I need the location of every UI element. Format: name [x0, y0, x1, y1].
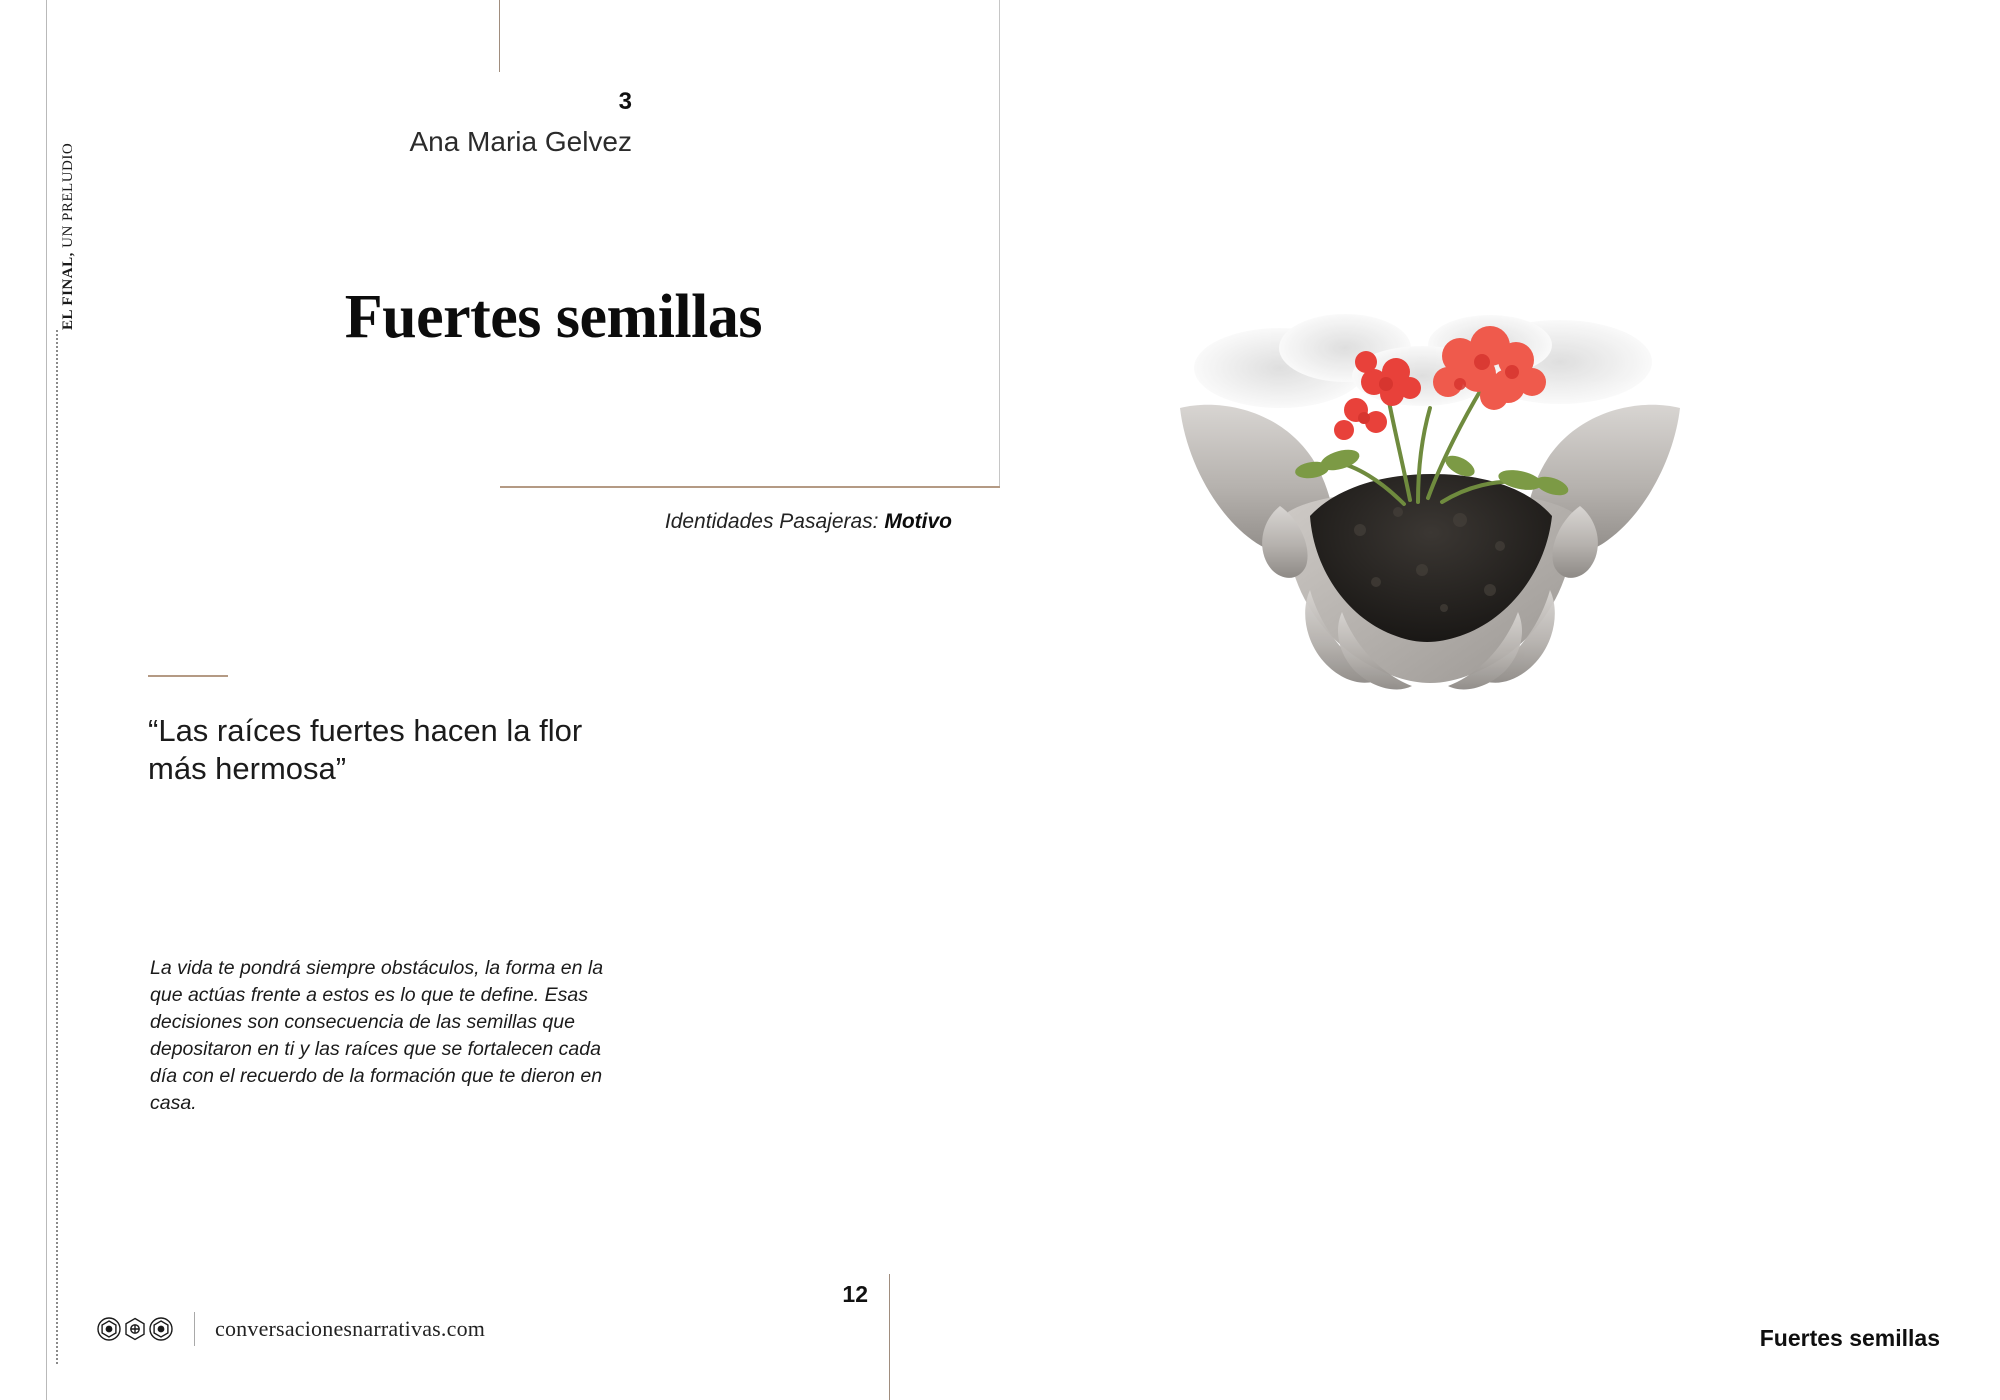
chapter-number: 3 — [618, 88, 632, 115]
kicker-label: Identidades Pasajeras: — [664, 510, 879, 533]
artwork-illustration — [1160, 290, 1700, 720]
logo-hexagons-icon — [96, 1316, 174, 1342]
kicker-rule — [500, 486, 1000, 488]
kicker — [400, 510, 952, 534]
footer-divider — [194, 1312, 195, 1346]
footer-left — [96, 1312, 485, 1346]
running-head-rest: UN PRELUDIO — [60, 142, 76, 253]
dotted-margin-rule — [56, 330, 58, 1364]
author-name: Ana Maria Gelvez — [409, 126, 632, 157]
publisher-logo — [96, 1316, 174, 1342]
artwork-hands-with-flowers — [1160, 290, 1700, 720]
page-title: Fuertes semillas — [344, 282, 762, 351]
gutter-line — [46, 0, 47, 1400]
running-head-bold: EL FINAL, — [60, 252, 76, 330]
folio-rule — [889, 1274, 890, 1400]
top-tick-rule — [499, 0, 500, 72]
body-text: La vida te pondrá siempre obstáculos, la forma en la que actúas frente a estos es lo que te define. Esas decisiones son consecuencia de las semillas que depositaron en ti y las raíces que se fortalecen cada día con el recuerdo de la formación que te dieron en casa. — [150, 957, 604, 1114]
kicker-value: Motivo — [884, 510, 952, 533]
right-page — [1000, 0, 2000, 1400]
cloud-shapes — [1194, 314, 1652, 408]
right-page-footer-title: Fuertes semillas — [1759, 1325, 1940, 1351]
page-number: 12 — [842, 1281, 868, 1307]
footer-url: conversacionesnarrativas.com — [215, 1316, 486, 1341]
pull-quote: “Las raíces fuertes hacen la flor más hermosa” — [148, 713, 583, 786]
pull-quote-rule — [148, 675, 228, 677]
